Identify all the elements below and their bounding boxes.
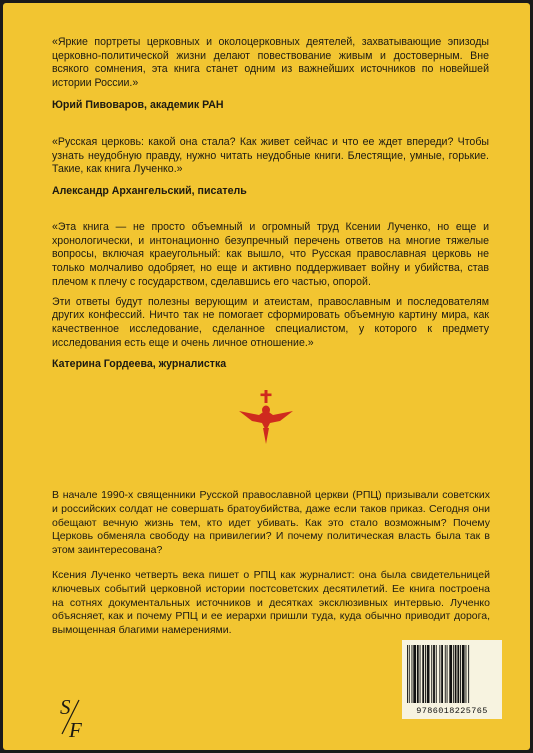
quote-author: Юрий Пивоваров, академик РАН (52, 98, 224, 111)
quote-text: «Русская церковь: какой она стала? Как живет сейчас и что ее ждет впереди? Чтобы узнать неудобную правду, нужно читать неудобные книги. Блестящие, умные, горькие. Такие, как книга Лученко.» (52, 136, 489, 176)
quote-author: Александр Архангельский, писатель (52, 185, 247, 198)
description-paragraph: Ксения Лученко четверть века пишет о РПЦ как журналист: она была свидетельницей ключевых событий церковной истории постсоветских десятилетий. Ее книга построена на сотнях документальных источников и десятках эксклюзивных интервью. Лученко объясняет, как и почему РПЦ и ее иерархи пришли туда, куда обычно приводит дорога, вымощенная благими намерениями. (52, 569, 490, 637)
quote-text: «Эта книга — не просто объемный и огромный труд Ксении Лученко, но еще и хронологически, и интонационно безупречный перечень ответов на многие тяжелые вопросы, включая краеугольный: как вышло, что Русская православная церковь не только молчаливо одобряет, но еще и активно поддерживает войну и убийства, став плечом к плечу с государством, сделавшись его частью, опорой. (52, 221, 489, 288)
logo-letter-f: F (69, 718, 82, 740)
quote-pivovarov (52, 36, 489, 111)
quote-gordeeva (52, 221, 489, 370)
barcode-bars (407, 645, 497, 703)
isbn-barcode (402, 640, 502, 719)
quote-arkhangelsky (52, 136, 489, 197)
quote-author: Катерина Гордеева, журналистка (52, 358, 227, 371)
logo-letter-s: S (60, 695, 71, 719)
quote-text: «Яркие портреты церковных и околоцерковных деятелей, захватывающие эпизоды церковно-политической жизни делают повествование живым и достоверным. Вне всякого сомнения, эта книга станет одним из важнейших источников по новейшей истории России.» (52, 36, 489, 90)
book-back-cover (3, 3, 530, 750)
quote-text: Эти ответы будут полезны верующим и атеистам, православным и последователям других конфессий. Ничто так не помогает сформировать объемную картину мира, как качественное исследование, сделанное специалистом, у которого к предмету исследования есть еще и очень личное отношение.» (52, 295, 489, 349)
barcode-number: 9786018225765 (416, 706, 488, 716)
dove-with-cross-icon (236, 390, 298, 448)
sf-publisher-logo-icon (58, 694, 84, 740)
description-paragraph: В начале 1990-х священники Русской православной церкви (РПЦ) призывали советских и российских солдат не совершать братоубийства, даже если таков приказ. Сегодня они обещают вечную жизнь тем, кто идет убивать. Как это стало возможным? Почему Церковь обменяла свободу на привилегии? И почему политическая власть была так в этом заинтересована? (52, 489, 490, 557)
